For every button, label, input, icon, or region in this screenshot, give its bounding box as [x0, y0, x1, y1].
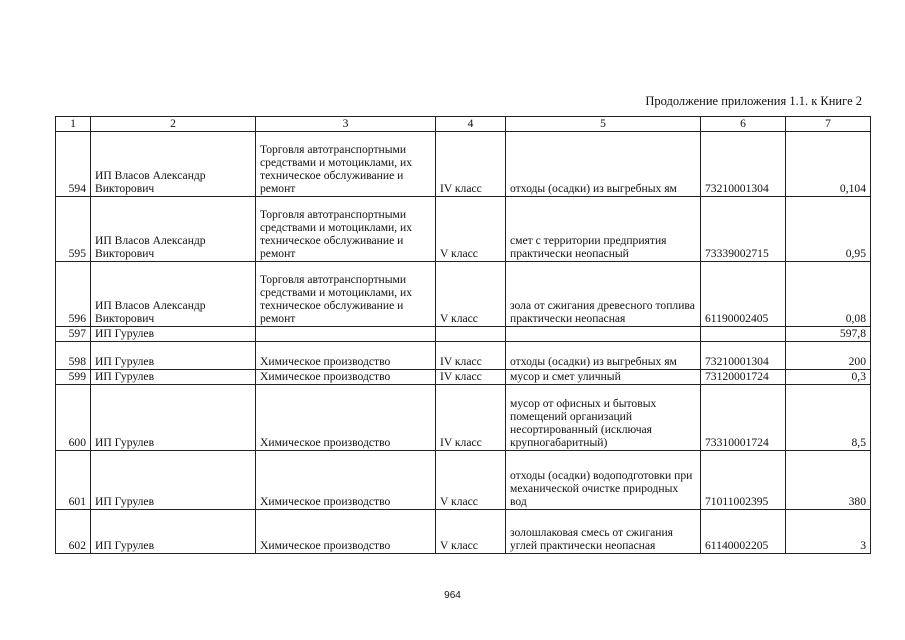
waste-table: [55, 116, 871, 554]
quantity: 380: [786, 451, 871, 510]
entity-name: ИП Гурулев: [91, 342, 256, 370]
entity-name: ИП Власов Александр Викторович: [91, 132, 256, 197]
quantity: 200: [786, 342, 871, 370]
hazard-class: IV класс: [436, 342, 506, 370]
waste-type: мусор от офисных и бытовых помещений организаций несортированный (исключая крупногабаритный): [506, 385, 701, 451]
row-number: 596: [56, 262, 91, 327]
activity: Химическое производство: [256, 510, 436, 554]
table-row: [56, 132, 871, 197]
entity-name: ИП Гурулев: [91, 370, 256, 385]
hazard-class: V класс: [436, 451, 506, 510]
row-number: 595: [56, 197, 91, 262]
waste-code: 73210001304: [701, 132, 786, 197]
activity: Химическое производство: [256, 370, 436, 385]
waste-type: золошлаковая смесь от сжигания углей практически неопасная: [506, 510, 701, 554]
entity-name: ИП Гурулев: [91, 327, 256, 342]
page-caption: Продолжение приложения 1.1. к Книге 2: [645, 94, 862, 108]
activity: Химическое производство: [256, 342, 436, 370]
row-number: 602: [56, 510, 91, 554]
waste-code: 73339002715: [701, 197, 786, 262]
table-row: [56, 451, 871, 510]
waste-type: смет с территории предприятия практически неопасный: [506, 197, 701, 262]
hazard-class: [436, 327, 506, 342]
entity-name: ИП Гурулев: [91, 510, 256, 554]
quantity: 0,3: [786, 370, 871, 385]
hazard-class: V класс: [436, 510, 506, 554]
activity: Торговля автотранспортными средствами и мотоциклами, их техническое обслуживание и ремонт: [256, 262, 436, 327]
table-row: [56, 510, 871, 554]
table-row: [56, 342, 871, 370]
hazard-class: V класс: [436, 197, 506, 262]
quantity: 8,5: [786, 385, 871, 451]
hazard-class: IV класс: [436, 385, 506, 451]
row-number: 600: [56, 385, 91, 451]
quantity: 0,95: [786, 197, 871, 262]
header-cell: 2: [91, 117, 256, 132]
header-cell: 4: [436, 117, 506, 132]
row-number: 594: [56, 132, 91, 197]
hazard-class: IV класс: [436, 132, 506, 197]
waste-code: 61190002405: [701, 262, 786, 327]
quantity: 0,08: [786, 262, 871, 327]
activity: Торговля автотранспортными средствами и мотоциклами, их техническое обслуживание и ремонт: [256, 132, 436, 197]
row-number: 599: [56, 370, 91, 385]
hazard-class: IV класс: [436, 370, 506, 385]
row-number: 601: [56, 451, 91, 510]
waste-code: 61140002205: [701, 510, 786, 554]
row-number: 597: [56, 327, 91, 342]
entity-name: ИП Власов Александр Викторович: [91, 197, 256, 262]
header-cell: 3: [256, 117, 436, 132]
waste-type: [506, 327, 701, 342]
table-row: [56, 370, 871, 385]
entity-name: ИП Гурулев: [91, 451, 256, 510]
entity-name: ИП Гурулев: [91, 385, 256, 451]
waste-type: мусор и смет уличный: [506, 370, 701, 385]
waste-code: [701, 327, 786, 342]
waste-code: 73210001304: [701, 342, 786, 370]
header-cell: 5: [506, 117, 701, 132]
activity: Химическое производство: [256, 385, 436, 451]
quantity: 0,104: [786, 132, 871, 197]
header-cell: 1: [56, 117, 91, 132]
page-number: 964: [444, 590, 461, 601]
table-row: [56, 262, 871, 327]
quantity: 597,8: [786, 327, 871, 342]
waste-type: отходы (осадки) из выгребных ям: [506, 342, 701, 370]
activity: [256, 327, 436, 342]
waste-code: 73120001724: [701, 370, 786, 385]
waste-code: 71011002395: [701, 451, 786, 510]
header-cell: 6: [701, 117, 786, 132]
header-cell: 7: [786, 117, 871, 132]
table-row: [56, 327, 871, 342]
activity: Химическое производство: [256, 451, 436, 510]
table-header-row: [56, 117, 871, 132]
waste-type: зола от сжигания древесного топлива практически неопасная: [506, 262, 701, 327]
quantity: 3: [786, 510, 871, 554]
waste-type: отходы (осадки) водоподготовки при механической очистке природных вод: [506, 451, 701, 510]
hazard-class: V класс: [436, 262, 506, 327]
row-number: 598: [56, 342, 91, 370]
table-row: [56, 385, 871, 451]
waste-type: отходы (осадки) из выгребных ям: [506, 132, 701, 197]
table-row: [56, 197, 871, 262]
activity: Торговля автотранспортными средствами и мотоциклами, их техническое обслуживание и ремонт: [256, 197, 436, 262]
entity-name: ИП Власов Александр Викторович: [91, 262, 256, 327]
waste-code: 73310001724: [701, 385, 786, 451]
